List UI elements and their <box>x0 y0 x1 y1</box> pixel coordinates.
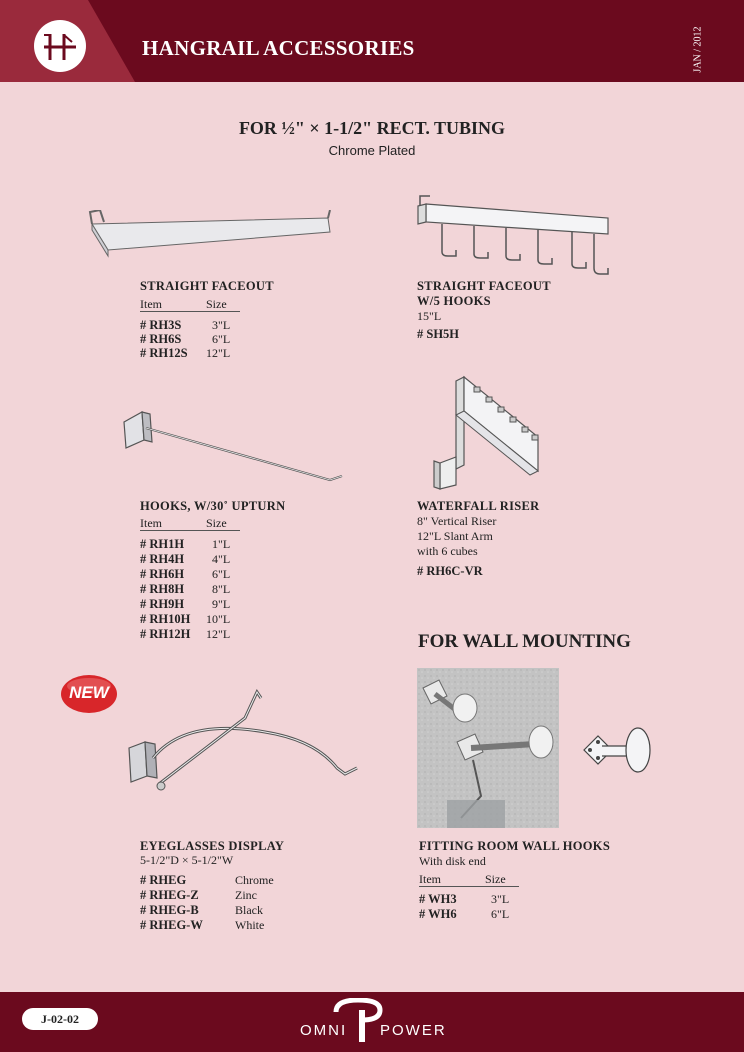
wall-hooks-table-header <box>419 872 519 887</box>
waterfall-title: WATERFALL RISER <box>417 499 540 513</box>
item-size: 4"L <box>212 552 231 566</box>
item-code: # RH8H <box>140 582 185 596</box>
item-size: 9"L <box>212 597 231 611</box>
item-code: # WH3 <box>419 892 457 906</box>
faceout-hooks-code: # SH5H <box>417 327 460 341</box>
faceout-hooks-title-2: W/5 HOOKS <box>417 294 491 308</box>
brand-left: OMNI <box>300 1022 348 1039</box>
section-title: FOR ½" × 1-1/2" RECT. TUBING <box>238 118 506 138</box>
item-code: # RH6H <box>140 567 185 581</box>
item-size: 12"L <box>206 346 231 360</box>
section-subtitle: Chrome Plated <box>328 143 416 158</box>
page-title: HANGRAIL ACCESSORIES <box>142 36 415 60</box>
eyeglasses-display-image <box>125 688 365 818</box>
waterfall-code: # RH6C-VR <box>417 564 483 578</box>
item-code: # RHEG-W <box>140 918 203 932</box>
item-code: # RH12S <box>140 346 188 360</box>
item-size: 3"L <box>212 318 231 332</box>
brand-right: POWER <box>380 1022 447 1039</box>
item-code: # RHEG-B <box>140 903 199 917</box>
wall-hook-drawing <box>580 720 660 800</box>
item-code: # RH4H <box>140 552 185 566</box>
item-size: 8"L <box>212 582 231 596</box>
eyeglasses-dims: 5-1/2"D × 5-1/2"W <box>140 853 234 867</box>
col-size: Size <box>206 297 227 311</box>
item-code: # RH1H <box>140 537 185 551</box>
faceout-hooks-size: 15"L <box>417 309 442 323</box>
item-size: 12"L <box>206 627 231 641</box>
item-code: # RH9H <box>140 597 185 611</box>
eyeglasses-title: EYEGLASSES DISPLAY <box>140 839 285 853</box>
wall-hooks-photo <box>417 668 559 828</box>
item-finish: Black <box>235 903 263 917</box>
straight-faceout-title: STRAIGHT FACEOUT <box>140 279 274 293</box>
hangrail-icon <box>34 20 86 72</box>
col-item: Item <box>140 516 162 530</box>
faceout-hooks-title: STRAIGHT FACEOUT <box>417 279 551 293</box>
item-code: # RH6S <box>140 332 182 346</box>
item-code: # RHEG-Z <box>140 888 199 902</box>
hook-image <box>120 402 350 492</box>
waterfall-line-2: 12"L Slant Arm <box>417 529 493 543</box>
badge-label: NEW <box>69 683 109 702</box>
col-item: Item <box>419 872 441 886</box>
waterfall-riser-image <box>430 375 550 495</box>
col-size: Size <box>485 872 506 886</box>
wall-hooks-title: FITTING ROOM WALL HOOKS <box>419 839 611 853</box>
item-code: # RH3S <box>140 318 182 332</box>
hooks-table-header <box>140 516 240 531</box>
item-size: 6"L <box>212 567 231 581</box>
wall-mounting-title: FOR WALL MOUNTING <box>418 631 631 652</box>
wall-hooks-subtitle: With disk end <box>419 854 486 868</box>
item-size: 6"L <box>491 907 510 921</box>
item-size: 3"L <box>491 892 510 906</box>
item-code: # RH12H <box>140 627 191 641</box>
item-size: 1"L <box>212 537 231 551</box>
item-finish: Chrome <box>235 873 274 887</box>
item-finish: Zinc <box>235 888 257 902</box>
page-code: J-02-02 <box>22 1008 98 1030</box>
item-size: 10"L <box>206 612 231 626</box>
new-badge <box>60 674 118 714</box>
waterfall-line-1: 8" Vertical Riser <box>417 514 497 528</box>
waterfall-line-3: with 6 cubes <box>417 544 478 558</box>
item-code: # RH10H <box>140 612 191 626</box>
item-size: 6"L <box>212 332 231 346</box>
item-finish: White <box>235 918 265 932</box>
col-size: Size <box>206 516 227 530</box>
straight-faceout-image <box>78 210 338 280</box>
item-code: # WH6 <box>419 907 457 921</box>
item-code: # RHEG <box>140 873 187 887</box>
hooks-title: HOOKS, W/30˚ UPTURN <box>140 499 286 513</box>
catalog-date: JAN / 2012 <box>692 26 704 73</box>
straight-faceout-table-header <box>140 297 240 312</box>
hangrail-logo <box>34 20 86 72</box>
faceout-hooks-image <box>412 190 622 280</box>
brand-name <box>300 1022 447 1039</box>
col-item: Item <box>140 297 162 311</box>
